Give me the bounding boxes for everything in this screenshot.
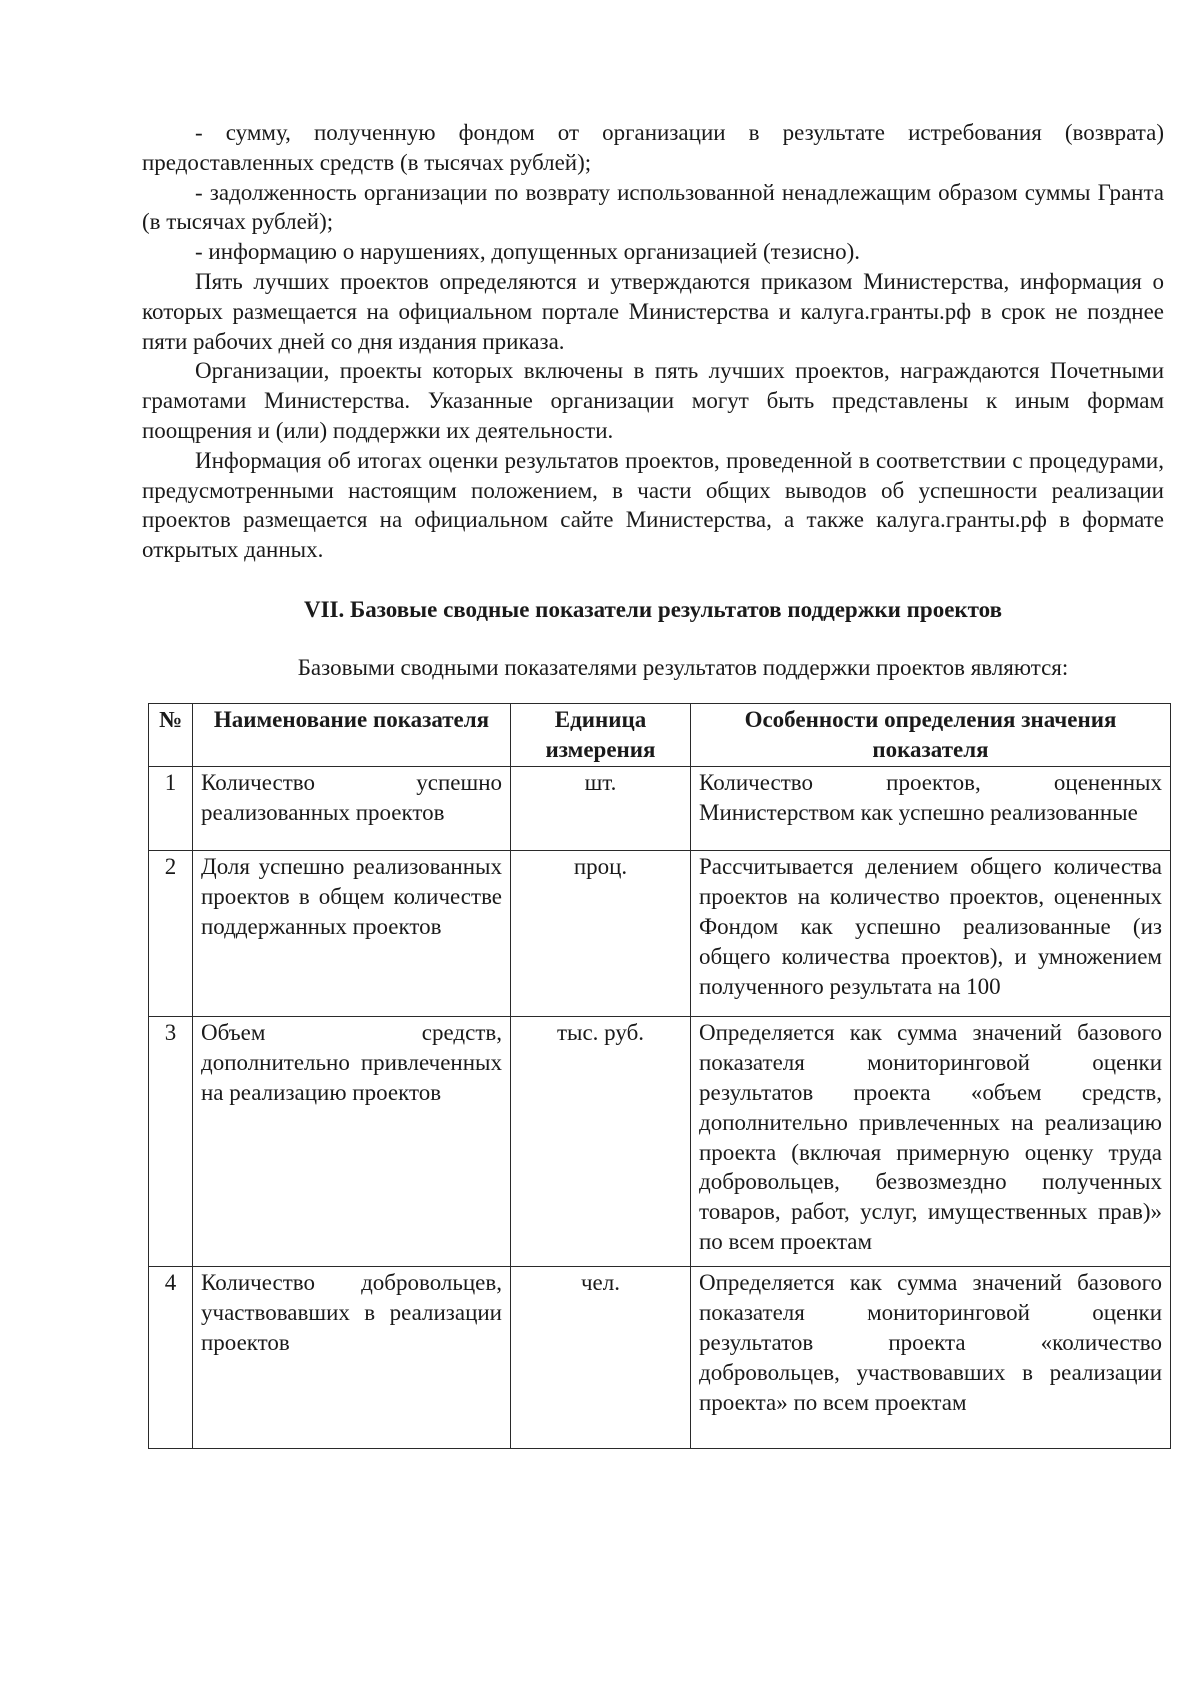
paragraph-debt: - задолженность организации по возврату использованной ненадлежащим образом суммы Гранта (в тысячах рублей); [142,179,1164,235]
row-num: 3 [149,1017,193,1267]
row-unit: тыс. руб. [511,1017,691,1267]
indicators-table [148,703,1171,1450]
row-features: Определяется как сумма значений базового показателя мониторинговой оценки результатов проекта «количество добровольцев, участвовавших в реализации проекта» по всем проектам [691,1267,1171,1449]
row-num: 1 [149,767,193,851]
table-row [149,767,1171,851]
section-title: VII. Базовые сводные показатели результатов поддержки проектов [303,596,1002,622]
row-unit: чел. [511,1267,691,1449]
paragraph-best-projects: Пять лучших проектов определяются и утверждаются приказом Министерства, информация о которых размещается на официальном портале Министерства и калуга.гранты.рф в срок не позднее пяти рабочих дней со дня издания приказа. [142,268,1164,354]
row-unit: шт. [511,767,691,851]
paragraph-violations: - информацию о нарушениях, допущенных организацией (тезисно). [195,239,861,265]
header-name: Наименование показателя [193,703,511,767]
table-header-row [149,703,1171,767]
row-unit: проц. [511,851,691,1017]
row-name: Объем средств, дополнительно привлеченных на реализацию проектов [193,1017,511,1267]
header-unit: Единица измерения [511,703,691,767]
row-features: Количество проектов, оцененных Министерством как успешно реализованные [691,767,1171,851]
document-page [142,118,1164,1449]
table-row [149,1017,1171,1267]
row-features: Определяется как сумма значений базового показателя мониторинговой оценки результатов проекта «объем средств, дополнительно привлеченных на реализацию проекта (включая примерную оценку труда добровольцев, безвозмездно полученных товаров, работ, услуг, имущественных прав)» по всем проектам [691,1017,1171,1267]
table-row [149,1267,1171,1449]
row-features: Рассчитывается делением общего количества проектов на количество проектов, оцененных Фондом как успешно реализованные (из общего количества проектов), и умножением полученного результата на 100 [691,851,1171,1017]
paragraph-returned-sum: - сумму, полученную фондом от организации в результате истребования (возврата) предоставленных средств (в тысячах рублей); [142,120,1164,175]
row-name: Количество успешно реализованных проектов [193,767,511,851]
header-features: Особенности определения значения показателя [691,703,1171,767]
table-row [149,851,1171,1017]
row-name: Количество добровольцев, участвовавших в реализации проектов [193,1267,511,1449]
row-num: 2 [149,851,193,1017]
paragraph-publication: Информация об итогах оценки результатов проектов, проведенной в соответствии с процедурами, предусмотренными настоящим положением, в части общих выводов об успешности реализации проектов размещается на официальном сайте Министерства, а также калуга.гранты.рф в формате открытых данных. [142,447,1164,563]
row-num: 4 [149,1267,193,1449]
paragraph-awards: Организации, проекты которых включены в пять лучших проектов, награждаются Почетными грамотами Министерства. Указанные организации могут быть представлены к иным формам поощрения и (или) поддержки их деятельности. [142,358,1164,443]
row-name: Доля успешно реализованных проектов в общем количестве поддержанных проектов [193,851,511,1017]
header-num: № [149,703,193,767]
section-intro: Базовыми сводными показателями результатов поддержки проектов являются: [297,654,1069,680]
